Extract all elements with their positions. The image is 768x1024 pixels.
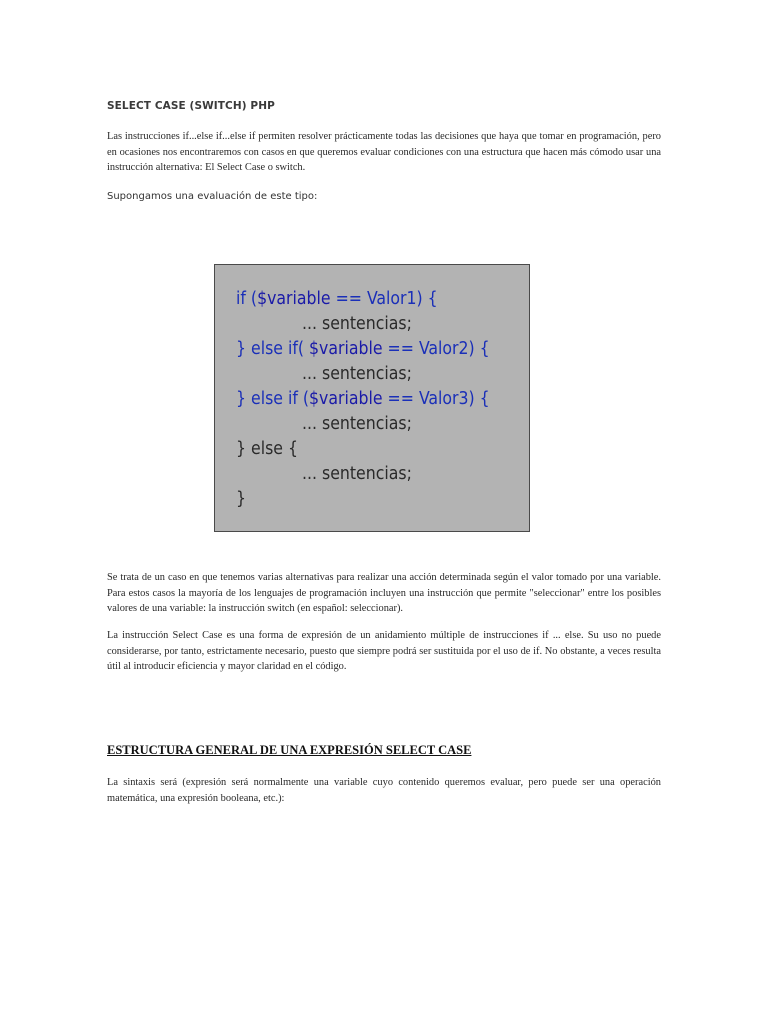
page-title: SELECT CASE (SWITCH) PHP — [107, 100, 275, 112]
code-line: } else { — [236, 439, 298, 459]
syntax-paragraph: La sintaxis será (expresión será normalmente una variable cuyo contenido queremos evaluar, pero puede ser una operación matemática, una expresión booleana, etc.): — [107, 777, 661, 804]
suppose-paragraph: Supongamos una evaluación de este tipo: — [107, 191, 318, 202]
code-line: } else if( $variable == Valor2) { — [236, 339, 490, 359]
explanation-paragraph: Se trata de un caso en que tenemos varias alternativas para realizar una acción determinada según el valor tomado por una variable. Para estos casos la mayoría de los lenguajes de programación incluyen una instrucción que permite "seleccionar" entre los posibles valores de una variable: la instrucción switch (en español: seleccionar). — [107, 572, 661, 614]
section-heading: ESTRUCTURA GENERAL DE UNA EXPRESIÓN SELECT CASE — [107, 743, 472, 757]
intro-paragraph: Las instrucciones if...else if...else if permiten resolver prácticamente todas las decisiones que haya que tomar en programación, pero en ocasiones nos encontraremos con casos en que queremos evaluar condiciones con una estructura que hacen más cómodo usar una instrucción alternativa: El Select Case o switch. — [107, 131, 661, 173]
code-example-image — [214, 264, 530, 532]
code-line: ... sentencias; — [302, 414, 412, 434]
code-line: } — [236, 489, 247, 509]
code-line: ... sentencias; — [302, 314, 412, 334]
select-case-paragraph: La instrucción Select Case es una forma de expresión de un anidamiento múltiple de instrucciones if ... else. Su uso no puede considerarse, por tanto, estrictamente necesario, puesto que siempre podrá ser sustituida por el uso de if. No obstante, a veces resulta útil al introducir eficiencia y mayor claridad en el código. — [107, 630, 661, 672]
code-line: if ($variable == Valor1) { — [236, 289, 438, 309]
code-line: } else if ($variable == Valor3) { — [236, 389, 490, 409]
code-line: ... sentencias; — [302, 364, 412, 384]
code-line: ... sentencias; — [302, 464, 412, 484]
